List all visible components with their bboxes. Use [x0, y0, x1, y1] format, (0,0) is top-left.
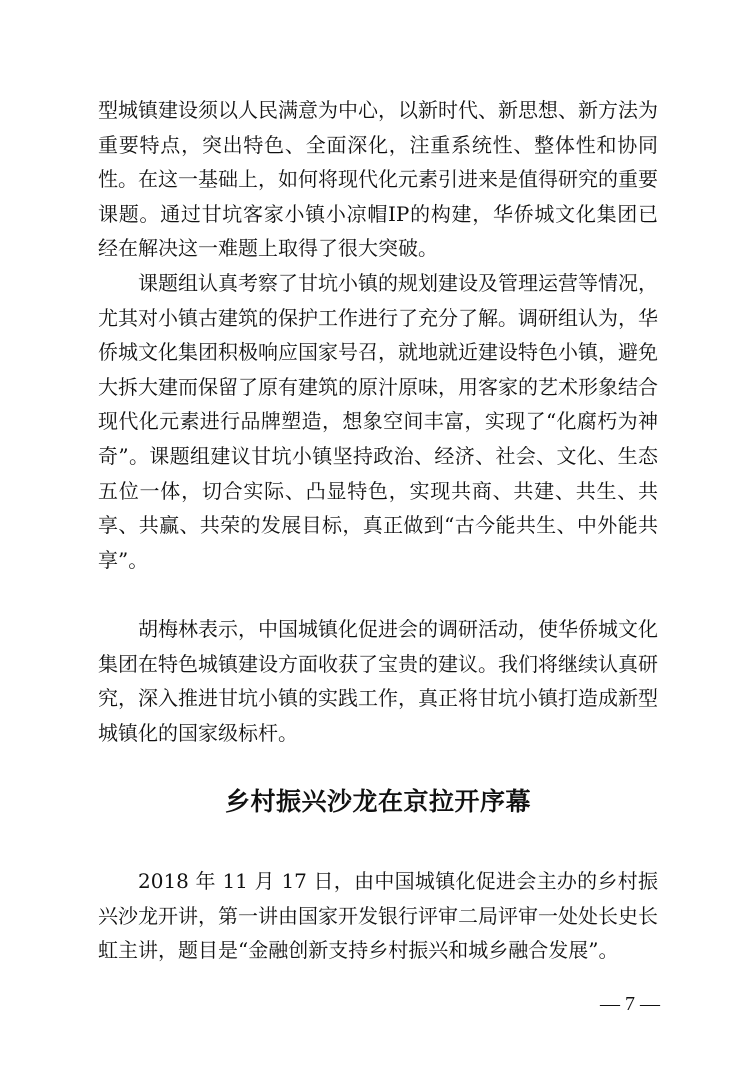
page-number: — 7 —	[600, 993, 660, 1015]
section-heading: 乡村振兴沙龙在京拉开序幕	[224, 787, 531, 816]
paragraph-continuation: 型城镇建设须以人民满意为中心，以新时代、新思想、新方法为重要特点，突出特色、全面深化，注重系统性、整体性和协同性。在这一基础上，如何将现代化元素引进来是值得研究的重要课题。通过甘坑客家小镇小凉帽IP的构建，华侨城文化集团已经在解决这一难题上取得了很大突破。	[98, 98, 658, 261]
paragraph-salon-opening: 2018 年 11 月 17 日，由中国城镇化促进会主办的乡村振兴沙龙开讲，第一讲由国家开发银行评审二局评审一处处长史长虹主讲，题目是“金融创新支持乡村振兴和城乡融合发展”。	[98, 869, 658, 963]
paragraph-hu-meilin-statement: 胡梅林表示，中国城镇化促进会的调研活动，使华侨城文化集团在特色城镇建设方面收获了宝贵的建议。我们将继续认真研究，深入推进甘坑小镇的实践工作，真正将甘坑小镇打造成新型城镇化的国家级标杆。	[98, 617, 658, 745]
paragraph-research-findings: 课题组认真考察了甘坑小镇的规划建设及管理运营等情况，尤其对小镇古建筑的保护工作进行了充分了解。调研组认为，华侨城文化集团积极响应国家号召，就地就近建设特色小镇，避免大拆大建而保留了原有建筑的原汁原味，用客家的艺术形象结合现代化元素进行品牌塑造，想象空间丰富，实现了“化腐朽为神奇”。课题组建议甘坑小镇坚持政治、经济、社会、文化、生态五位一体，切合实际、凸显特色，实现共商、共建、共生、共享、共赢、共荣的发展目标，真正做到“古今能共生、中外能共享”。	[98, 271, 658, 572]
